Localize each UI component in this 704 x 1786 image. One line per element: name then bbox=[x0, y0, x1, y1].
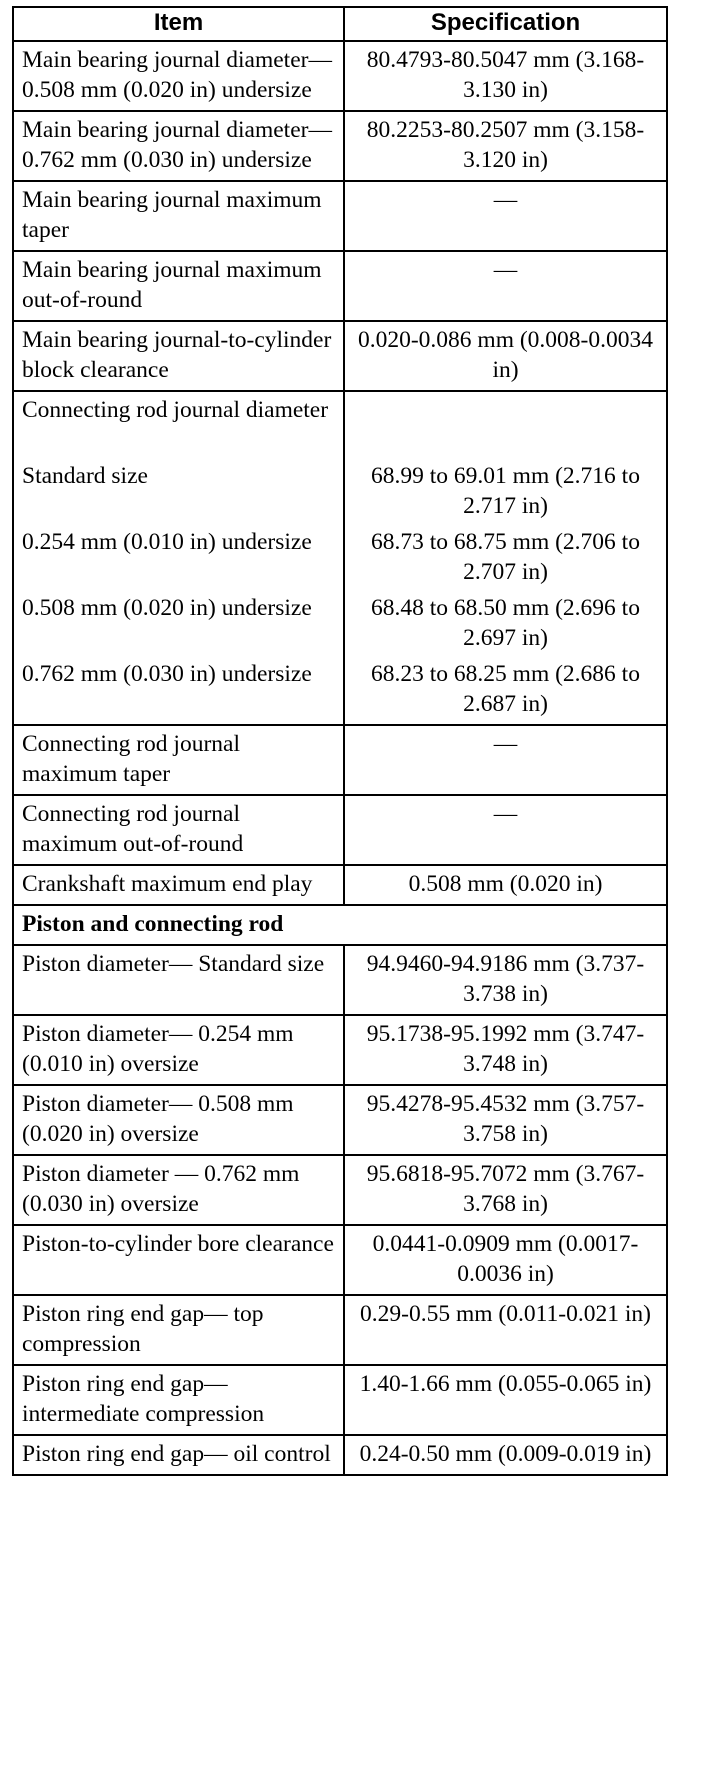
item-cell: Main bearing journal maximum out-of-round bbox=[13, 251, 344, 321]
table-row bbox=[13, 1085, 667, 1155]
item-cell: Main bearing journal maximum taper bbox=[13, 181, 344, 251]
spec-cell: 95.6818-95.7072 mm (3.767-3.768 in) bbox=[344, 1155, 667, 1225]
item-cell: Piston diameter— 0.254 mm (0.010 in) oversize bbox=[13, 1015, 344, 1085]
spec-cell: — bbox=[344, 725, 667, 795]
spec-cell: — bbox=[344, 251, 667, 321]
spec-cell: 80.4793-80.5047 mm (3.168-3.130 in) bbox=[344, 41, 667, 111]
spec-cell: 95.1738-95.1992 mm (3.747-3.748 in) bbox=[344, 1015, 667, 1085]
table-row bbox=[13, 1155, 667, 1225]
spec-cell: 94.9460-94.9186 mm (3.737-3.738 in) bbox=[344, 945, 667, 1015]
group-entry-item: 0.508 mm (0.020 in) undersize bbox=[22, 595, 312, 621]
group-entry-spec: 68.73 to 68.75 mm (2.706 to 2.707 in) bbox=[371, 529, 640, 585]
spec-cell: — bbox=[344, 181, 667, 251]
table-header-row bbox=[13, 7, 667, 41]
item-cell: Piston ring end gap— oil control bbox=[13, 1435, 344, 1475]
conn-rod-journal-group-row bbox=[13, 391, 667, 725]
specification-table bbox=[12, 6, 668, 1476]
item-cell: Main bearing journal-to-cylinder block clearance bbox=[13, 321, 344, 391]
item-cell: Main bearing journal diameter— 0.762 mm (0.030 in) undersize bbox=[13, 111, 344, 181]
spec-cell: 1.40-1.66 mm (0.055-0.065 in) bbox=[344, 1365, 667, 1435]
spec-cell: 0.0441-0.0909 mm (0.0017-0.0036 in) bbox=[344, 1225, 667, 1295]
table-row bbox=[13, 111, 667, 181]
table-row bbox=[13, 865, 667, 905]
item-cell: Piston diameter— 0.508 mm (0.020 in) oversize bbox=[13, 1085, 344, 1155]
table-row bbox=[13, 321, 667, 391]
table-row bbox=[13, 725, 667, 795]
group-entry-spec: 68.99 to 69.01 mm (2.716 to 2.717 in) bbox=[371, 463, 640, 519]
table-row bbox=[13, 251, 667, 321]
item-cell: Piston diameter— Standard size bbox=[13, 945, 344, 1015]
table-row bbox=[13, 1015, 667, 1085]
item-cell: Crankshaft maximum end play bbox=[13, 865, 344, 905]
group-entry-spec: 68.23 to 68.25 mm (2.686 to 2.687 in) bbox=[371, 661, 640, 717]
spec-cell: 0.29-0.55 mm (0.011-0.021 in) bbox=[344, 1295, 667, 1365]
item-cell: Piston diameter — 0.762 mm (0.030 in) oversize bbox=[13, 1155, 344, 1225]
group-entry-item: 0.762 mm (0.030 in) undersize bbox=[22, 661, 312, 687]
group-entry-spec: 68.48 to 68.50 mm (2.696 to 2.697 in) bbox=[371, 595, 640, 651]
section-header-row bbox=[13, 905, 667, 945]
group-entry-item: Standard size bbox=[22, 463, 148, 489]
item-cell: Piston-to-cylinder bore clearance bbox=[13, 1225, 344, 1295]
item-cell: Piston ring end gap— top compression bbox=[13, 1295, 344, 1365]
table-row bbox=[13, 1365, 667, 1435]
spec-cell: — bbox=[344, 795, 667, 865]
spec-cell: 0.508 mm (0.020 in) bbox=[344, 865, 667, 905]
spec-cell: 95.4278-95.4532 mm (3.757-3.758 in) bbox=[344, 1085, 667, 1155]
column-header-item: Item bbox=[13, 7, 344, 41]
item-cell: Piston ring end gap— intermediate compression bbox=[13, 1365, 344, 1435]
table-row bbox=[13, 1295, 667, 1365]
group-title-spacer bbox=[353, 395, 658, 455]
group-entry-item: 0.254 mm (0.010 in) undersize bbox=[22, 529, 312, 555]
item-cell: Main bearing journal diameter— 0.508 mm (0.020 in) undersize bbox=[13, 41, 344, 111]
table-row bbox=[13, 181, 667, 251]
table-row bbox=[13, 945, 667, 1015]
spec-cell: 0.24-0.50 mm (0.009-0.019 in) bbox=[344, 1435, 667, 1475]
item-cell: Connecting rod journal maximum taper bbox=[13, 725, 344, 795]
group-title: Connecting rod journal diameter bbox=[22, 397, 329, 423]
conn-rod-journal-items bbox=[13, 391, 344, 725]
section-title: Piston and connecting rod bbox=[13, 905, 667, 945]
table-row bbox=[13, 41, 667, 111]
table-row bbox=[13, 1435, 667, 1475]
table-row bbox=[13, 1225, 667, 1295]
spec-cell: 80.2253-80.2507 mm (3.158-3.120 in) bbox=[344, 111, 667, 181]
spec-cell: 0.020-0.086 mm (0.008-0.0034 in) bbox=[344, 321, 667, 391]
table-row bbox=[13, 795, 667, 865]
conn-rod-journal-specs bbox=[344, 391, 667, 725]
item-cell: Connecting rod journal maximum out-of-round bbox=[13, 795, 344, 865]
column-header-specification: Specification bbox=[344, 7, 667, 41]
